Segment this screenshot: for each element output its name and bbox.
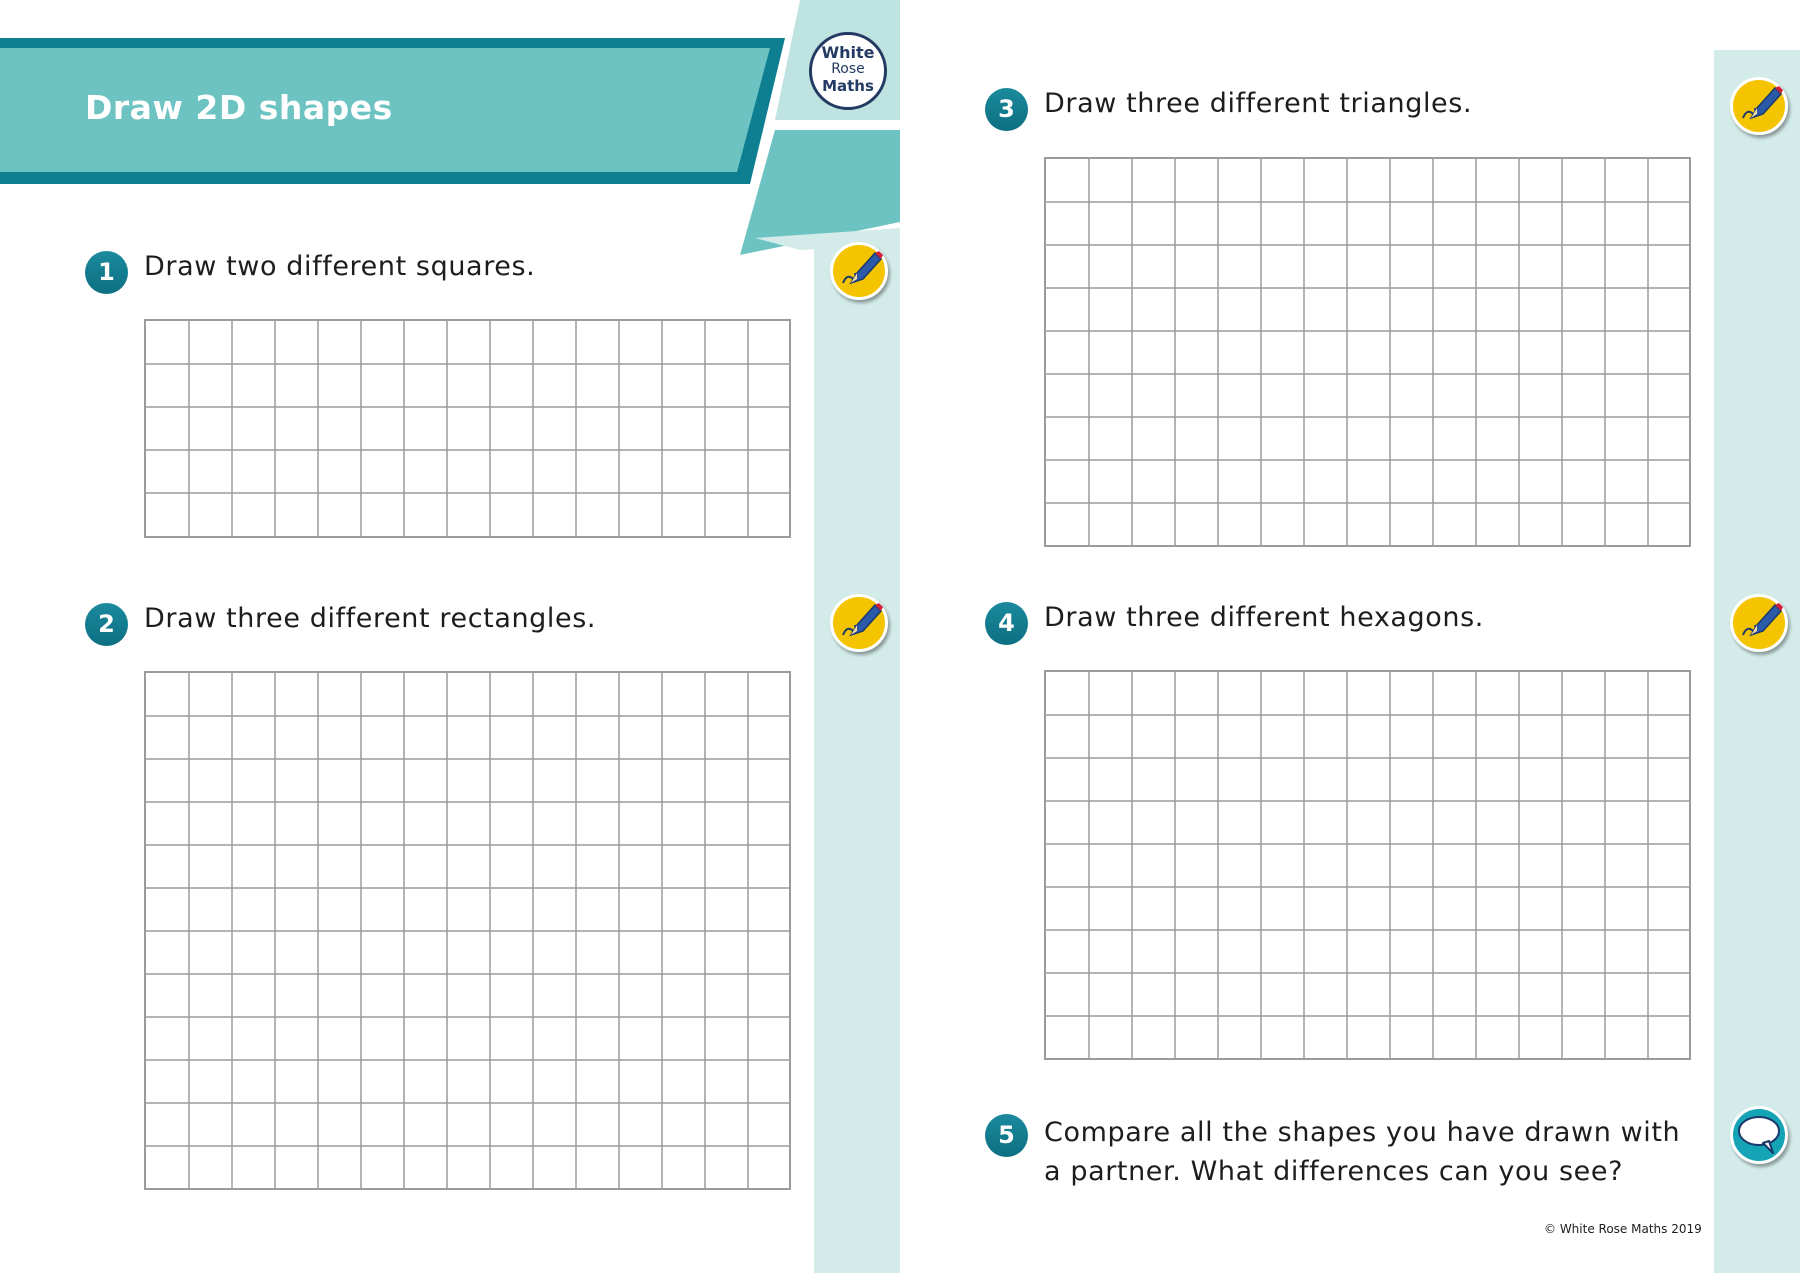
- square-grid[interactable]: [144, 319, 791, 538]
- grid-lines: [1046, 159, 1689, 545]
- pencil-icon: [1730, 594, 1788, 652]
- question-text-line: Compare all the shapes you have drawn with: [1044, 1117, 1681, 1148]
- white-rose-maths-logo: White Rose Maths: [809, 32, 887, 110]
- question-text: Draw three different rectangles.: [144, 603, 597, 634]
- question-number-badge: 3: [985, 88, 1028, 131]
- question-text-line: a partner. What differences can you see?: [1044, 1156, 1624, 1187]
- copyright-notice: © White Rose Maths 2019: [1544, 1222, 1702, 1236]
- question-number-badge: 4: [985, 602, 1028, 645]
- grid-lines: [1046, 672, 1689, 1058]
- grid-lines: [146, 321, 789, 536]
- pencil-icon: [830, 242, 888, 300]
- rectangle-grid[interactable]: [144, 671, 791, 1190]
- grid-lines: [146, 673, 789, 1188]
- hexagon-grid[interactable]: [1044, 670, 1691, 1060]
- question-text: Draw three different triangles.: [1044, 88, 1473, 119]
- pencil-icon: [1730, 77, 1788, 135]
- question-text: [1044, 1113, 1724, 1191]
- triangle-grid[interactable]: [1044, 157, 1691, 547]
- speech-bubble-icon: [1730, 1106, 1788, 1164]
- question-number-badge: 1: [85, 251, 128, 294]
- question-text: Draw two different squares.: [144, 251, 536, 282]
- pencil-icon: [830, 594, 888, 652]
- header-banner: [0, 0, 900, 260]
- question-number-badge: 5: [985, 1114, 1028, 1157]
- side-strip-right-page: [1714, 50, 1800, 1273]
- page-title: Draw 2D shapes: [85, 88, 393, 127]
- question-text: Draw three different hexagons.: [1044, 602, 1484, 633]
- question-number-badge: 2: [85, 603, 128, 646]
- side-strip-left-page: [814, 245, 900, 1273]
